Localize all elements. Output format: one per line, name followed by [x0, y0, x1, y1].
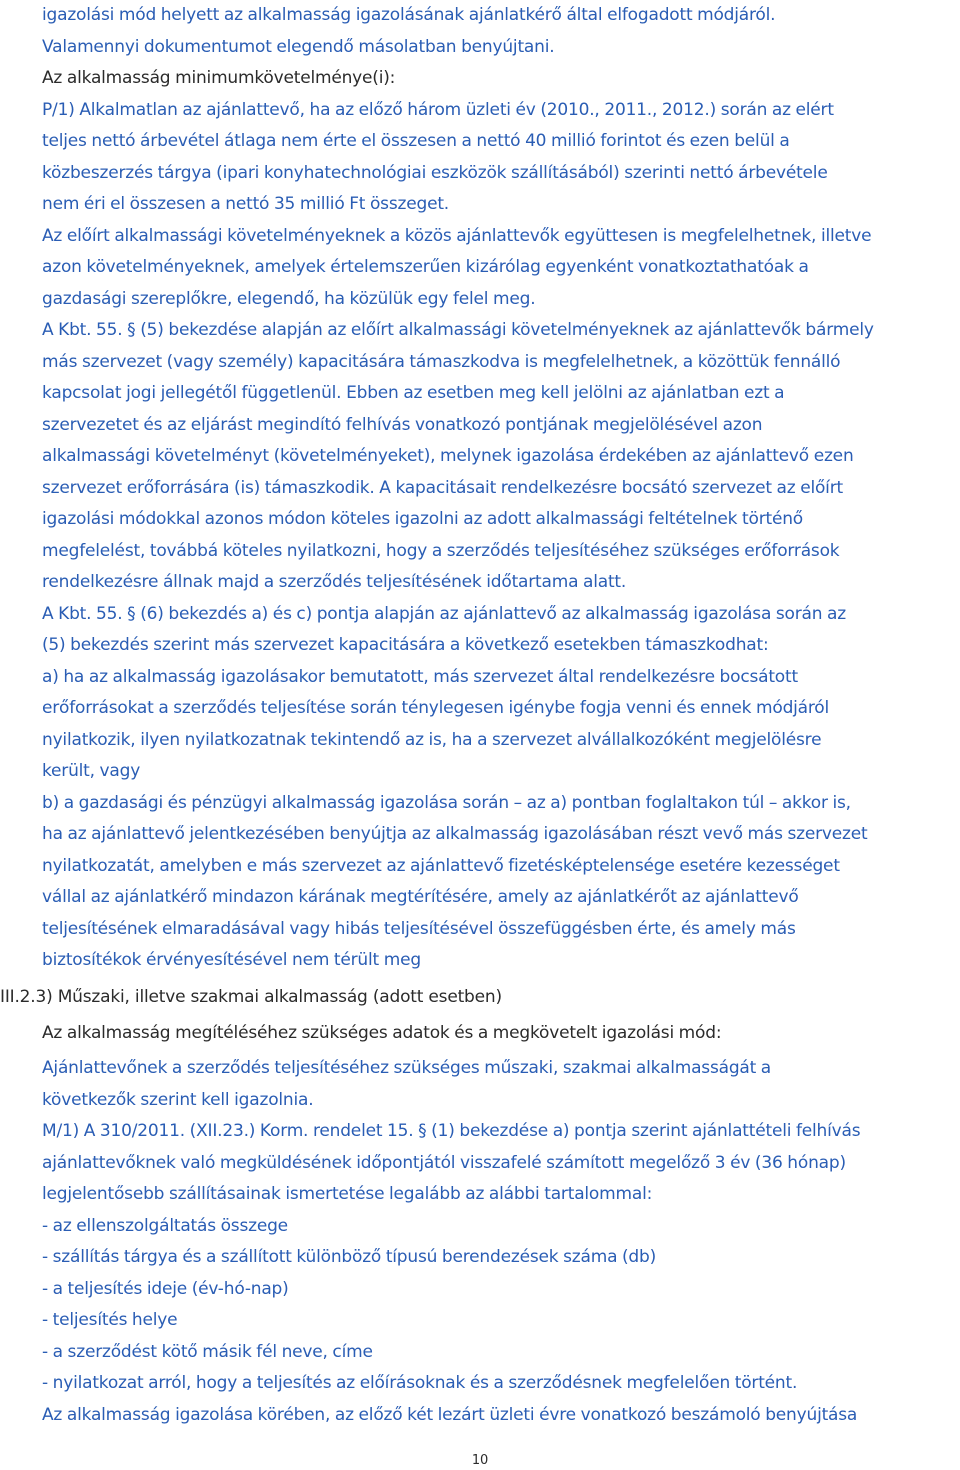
text-line: teljesítésének elmaradásával vagy hibás teljesítésével összefüggésben érte, és amely más — [42, 918, 796, 939]
text-line: A Kbt. 55. § (5) bekezdése alapján az előírt alkalmassági követelményeknek az ajánlattevők bármely — [42, 320, 874, 340]
text-line: nem éri el összesen a nettó 35 millió Ft összeget. — [42, 194, 449, 214]
text-line: P/1) Alkalmatlan az ajánlattevő, ha az előző három üzleti év (2010., 2011., 2012.) során az elért — [42, 99, 834, 120]
text-line: - a szerződést kötő másik fél neve, címe — [42, 1341, 373, 1362]
text-line: - az ellenszolgáltatás összege — [42, 1215, 288, 1236]
bottom-text-section — [42, 1053, 954, 1431]
text-line: közbeszerzés tárgya (ipari konyhatechnológiai eszközök szállításából) szerinti nettó árbevétele — [42, 162, 828, 183]
top-text-section — [42, 0, 954, 977]
text-line: - a teljesítés ideje (év-hó-nap) — [42, 1278, 289, 1299]
text-line: - nyilatkozat arról, hogy a teljesítés az előírásoknak és a szerződésnek megfelelően történt. — [42, 1373, 798, 1393]
text-line: - szállítás tárgya és a szállított különböző típusú berendezések száma (db) — [42, 1247, 657, 1267]
text-line: Az alkalmasság minimumkövetelménye(i): — [42, 68, 396, 88]
text-line: nyilatkozik, ilyen nyilatkozatnak tekintendő az is, ha a szervezet alvállalkozóként megjelölésre — [42, 729, 822, 750]
text-line: alkalmassági követelményt (követelményeket), melynek igazolása érdekében az ajánlattevő ezen — [42, 446, 854, 466]
section-heading: III.2.3) Műszaki, illetve szakmai alkalmasság (adott esetben) — [0, 987, 502, 1007]
text-line: (5) bekezdés szerint más szervezet kapacitására a következő esetekben támaszkodhat: — [42, 635, 769, 655]
text-line: szervezet erőforrására (is) támaszkodik. A kapacitásait rendelkezésre bocsátó szervezet az előírt — [42, 477, 843, 498]
text-line: Valamennyi dokumentumot elegendő másolatban benyújtani. — [42, 36, 555, 57]
text-line: következők szerint kell igazolnia. — [42, 1089, 314, 1110]
text-line: A Kbt. 55. § (6) bekezdés a) és c) pontja alapján az ajánlattevő az alkalmasság igazolása során az — [42, 603, 846, 624]
text-line: más szervezet (vagy személy) kapacitására támaszkodva is megfelelhetnek, a közöttük fennálló — [42, 351, 841, 372]
text-line: ha az ajánlattevő jelentkezésében benyújtja az alkalmasság igazolásában részt vevő más szervezet — [42, 824, 868, 844]
text-line: igazolási módokkal azonos módon köteles igazolni az adott alkalmassági feltételnek történő — [42, 509, 803, 529]
text-line: - teljesítés helye — [42, 1310, 178, 1330]
text-line: azon követelményeknek, amelyek értelemszerűen kizárólag egyenként vonatkoztathatóak a — [42, 257, 809, 277]
text-line: Az előírt alkalmassági követelményeknek a közös ajánlattevők együttesen is megfelelhetnek, illetve — [42, 225, 872, 246]
text-line: M/1) A 310/2011. (XII.23.) Korm. rendelet 15. § (1) bekezdése a) pontja szerint ajánlattételi felhívás — [42, 1121, 861, 1141]
text-line: erőforrásokat a szerződés teljesítése során ténylegesen igénybe fogja venni és ennek módjáról — [42, 698, 830, 718]
text-line: Ajánlattevőnek a szerződés teljesítéséhez szükséges műszaki, szakmai alkalmasságát a — [42, 1058, 772, 1078]
text-line: teljes nettó árbevétel átlaga nem érte el összesen a nettó 40 millió forintot és ezen belül a — [42, 131, 790, 151]
text-line: nyilatkozatát, amelyben e más szervezet az ajánlattevő fizetésképtelensége esetére kezességet — [42, 855, 840, 876]
text-line: b) a gazdasági és pénzügyi alkalmasság igazolása során – az a) pontban foglaltakon túl – akkor is, — [42, 792, 851, 813]
text-line: igazolási mód helyett az alkalmasság igazolásának ajánlatkérő által elfogadott módjáról. — [42, 5, 776, 25]
text-line: a) ha az alkalmasság igazolásakor bemutatott, más szervezet által rendelkezésre bocsátott — [42, 666, 798, 687]
page-number: 10 — [471, 1453, 489, 1468]
text-line: Az alkalmasság igazolása körében, az előző két lezárt üzleti évre vonatkozó beszámoló benyújtása — [42, 1404, 858, 1425]
text-line: gazdasági szereplőkre, elegendő, ha közülük egy felel meg. — [42, 288, 536, 309]
text-line: legjelentősebb szállításainak ismertetése legalább az alábbi tartalommal: — [42, 1184, 653, 1204]
text-line: ajánlattevőknek való megküldésének időpontjától visszafelé számított megelőző 3 év (36 hónap) — [42, 1152, 846, 1173]
text-line: biztosítékok érvényesítésével nem térült meg — [42, 950, 421, 970]
text-line: megfelelést, továbbá köteles nyilatkozni, hogy a szerződés teljesítéséhez szükséges erőforrások — [42, 540, 840, 561]
text-line: szervezetet és az eljárást megindító felhívás vonatkozó pontjának megjelölésével azon — [42, 414, 763, 435]
subheading — [42, 1018, 954, 1050]
text-line: kapcsolat jogi jellegétől függetlenül. Ebben az esetben meg kell jelölni az ajánlatban ezt a — [42, 383, 785, 403]
text-line: került, vagy — [42, 761, 141, 781]
subheading-line: Az alkalmasság megítéléséhez szükséges adatok és a megkövetelt igazolási mód: — [42, 1023, 722, 1043]
text-line: vállal az ajánlatkérő mindazon kárának megtérítésére, amely az ajánlatkérőt az ajánlattevő — [42, 887, 799, 907]
text-line: rendelkezésre állnak majd a szerződés teljesítésének időtartama alatt. — [42, 572, 627, 592]
